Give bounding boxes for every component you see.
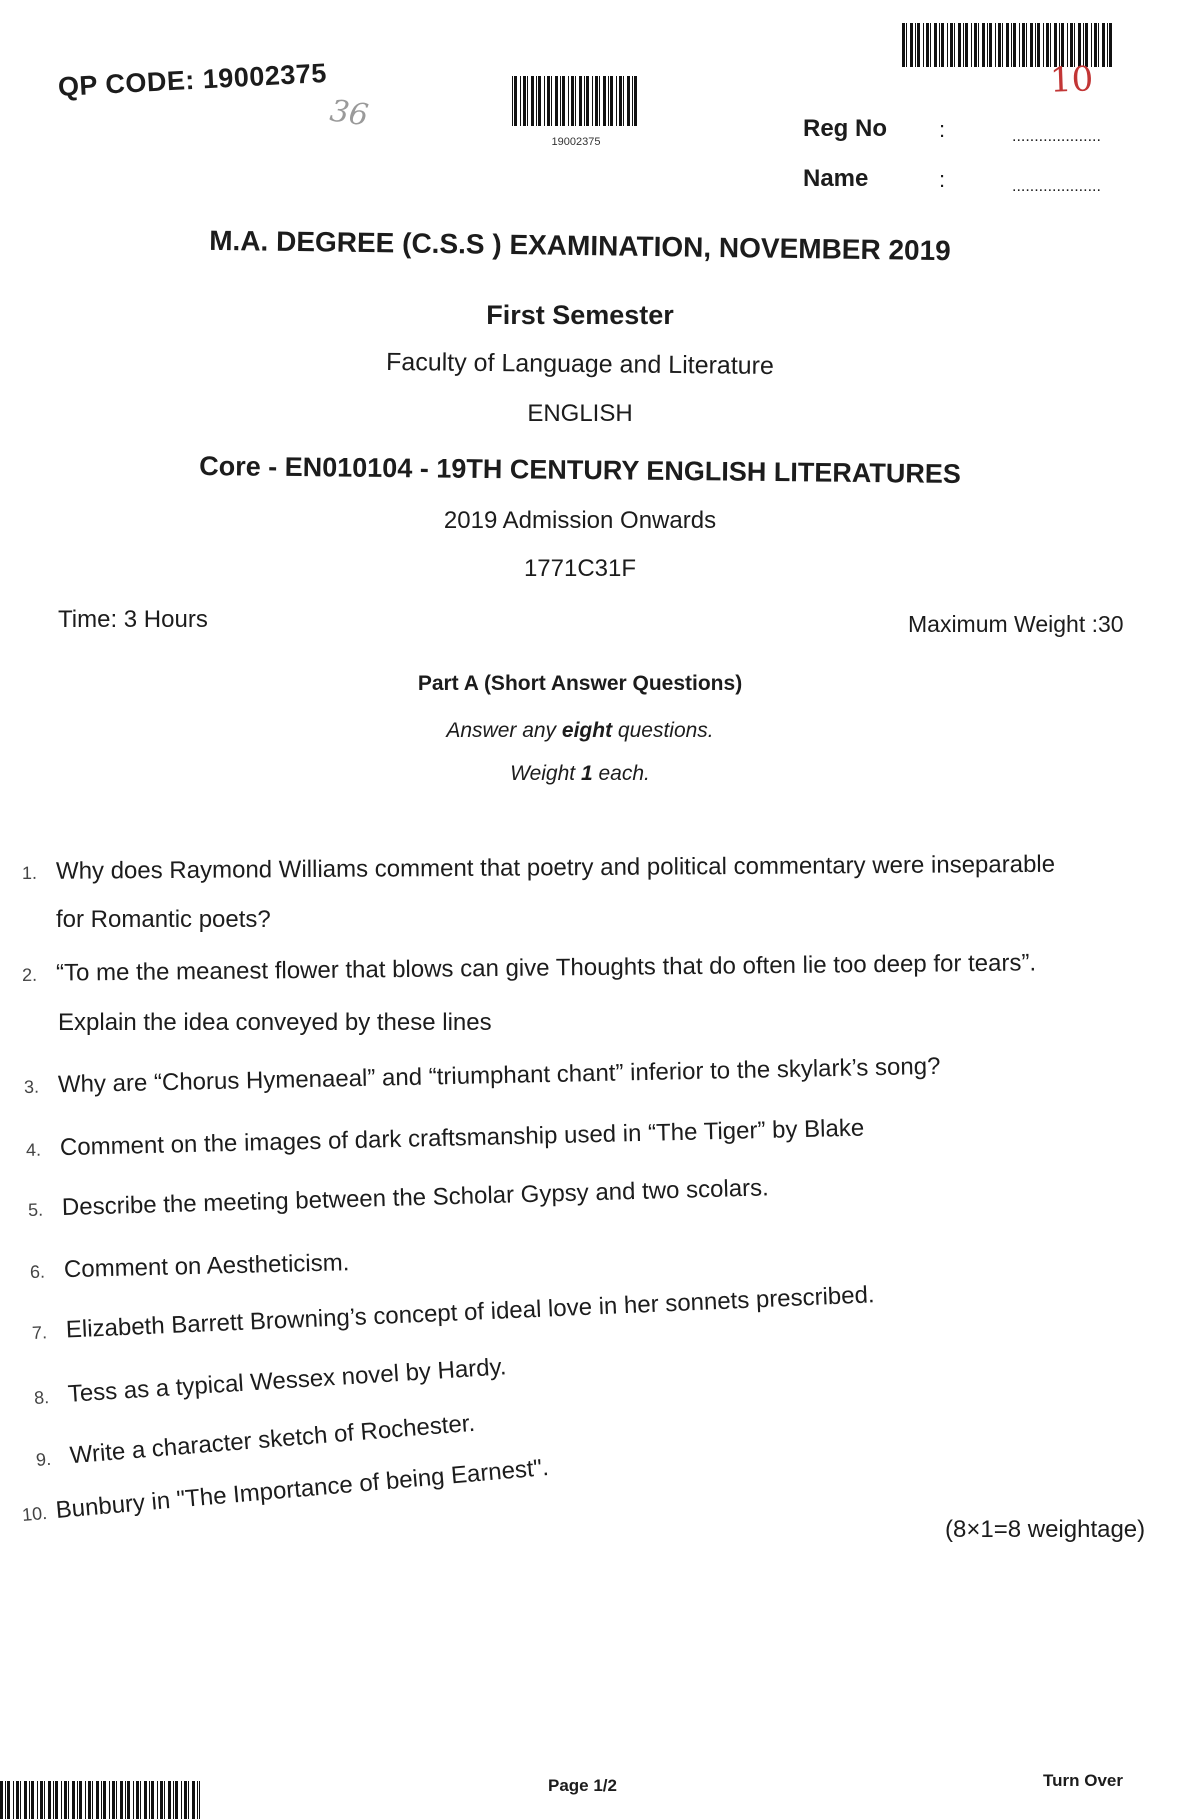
part-a-weight: Weight 1 each. xyxy=(510,762,650,785)
question-9: 9. Write a character sketch of Rochester. xyxy=(35,1409,477,1470)
question-1: 1. Why does Raymond Williams comment that poetry and political commentary were inseparable xyxy=(21,850,1056,885)
question-5: 5. Describe the meeting between the Scholar Gypsy and two scolars. xyxy=(27,1174,770,1222)
barcode-number: 19002375 xyxy=(551,136,601,148)
page-count-mark: 10 xyxy=(1049,59,1094,101)
part-a-title: Part A (Short Answer Questions) xyxy=(417,672,743,695)
question-7: 7. Elizabeth Barrett Browning’s concept of ideal love in her sonnets prescribed. xyxy=(31,1281,876,1344)
admission: 2019 Admission Onwards xyxy=(443,507,717,534)
maximum-weight: Maximum Weight :30 xyxy=(908,611,1124,637)
page-number: Page 1/2 xyxy=(548,1776,617,1795)
turn-over: Turn Over xyxy=(1043,1771,1123,1790)
exam-title: M.A. DEGREE (C.S.S ) EXAMINATION, NOVEMBER 2019 xyxy=(209,224,951,267)
name-label: Name xyxy=(803,165,869,192)
barcode-center xyxy=(512,76,640,126)
qp-code: QP CODE: 19002375 xyxy=(57,57,328,102)
course-title: Core - EN010104 - 19TH CENTURY ENGLISH LITERATURES xyxy=(199,451,961,489)
name-field: .................... xyxy=(1012,178,1101,195)
part-a-weightage: (8×1=8 weightage) xyxy=(945,1516,1146,1543)
question-1-continued: for Romantic poets? xyxy=(56,906,271,933)
question-6: 6. Comment on Aestheticism. xyxy=(29,1249,350,1284)
time-allowed: Time: 3 Hours xyxy=(58,606,208,633)
semester: First Semester xyxy=(486,300,674,330)
question-2-continued: Explain the idea conveyed by these lines xyxy=(58,1009,492,1036)
question-2: 2. “To me the meanest flower that blows can give Thoughts that do often lie too deep for tears”. xyxy=(21,949,1037,987)
barcode-bottom xyxy=(0,1781,200,1819)
question-10: 10. Bunbury in "The Importance of being Earnest". xyxy=(21,1453,550,1525)
question-3: 3. Why are “Chorus Hymenaeal” and “triumphant chant” inferior to the skylark’s song? xyxy=(23,1052,941,1099)
paper-code: 1771C31F xyxy=(523,555,637,582)
handwritten-mark: 36 xyxy=(327,93,371,134)
part-a-instruction: Answer any eight questions. xyxy=(446,719,714,742)
reg-no-label: Reg No xyxy=(803,115,887,142)
reg-no-colon: : xyxy=(939,117,946,142)
reg-no-field: .................... xyxy=(1012,128,1101,145)
name-colon: : xyxy=(939,167,946,192)
question-8: 8. Tess as a typical Wessex novel by Hardy. xyxy=(33,1353,508,1408)
faculty: Faculty of Language and Literature xyxy=(385,347,775,381)
question-4: 4. Comment on the images of dark craftsmanship used in “The Tiger” by Blake xyxy=(25,1114,865,1162)
subject: ENGLISH xyxy=(527,400,633,427)
